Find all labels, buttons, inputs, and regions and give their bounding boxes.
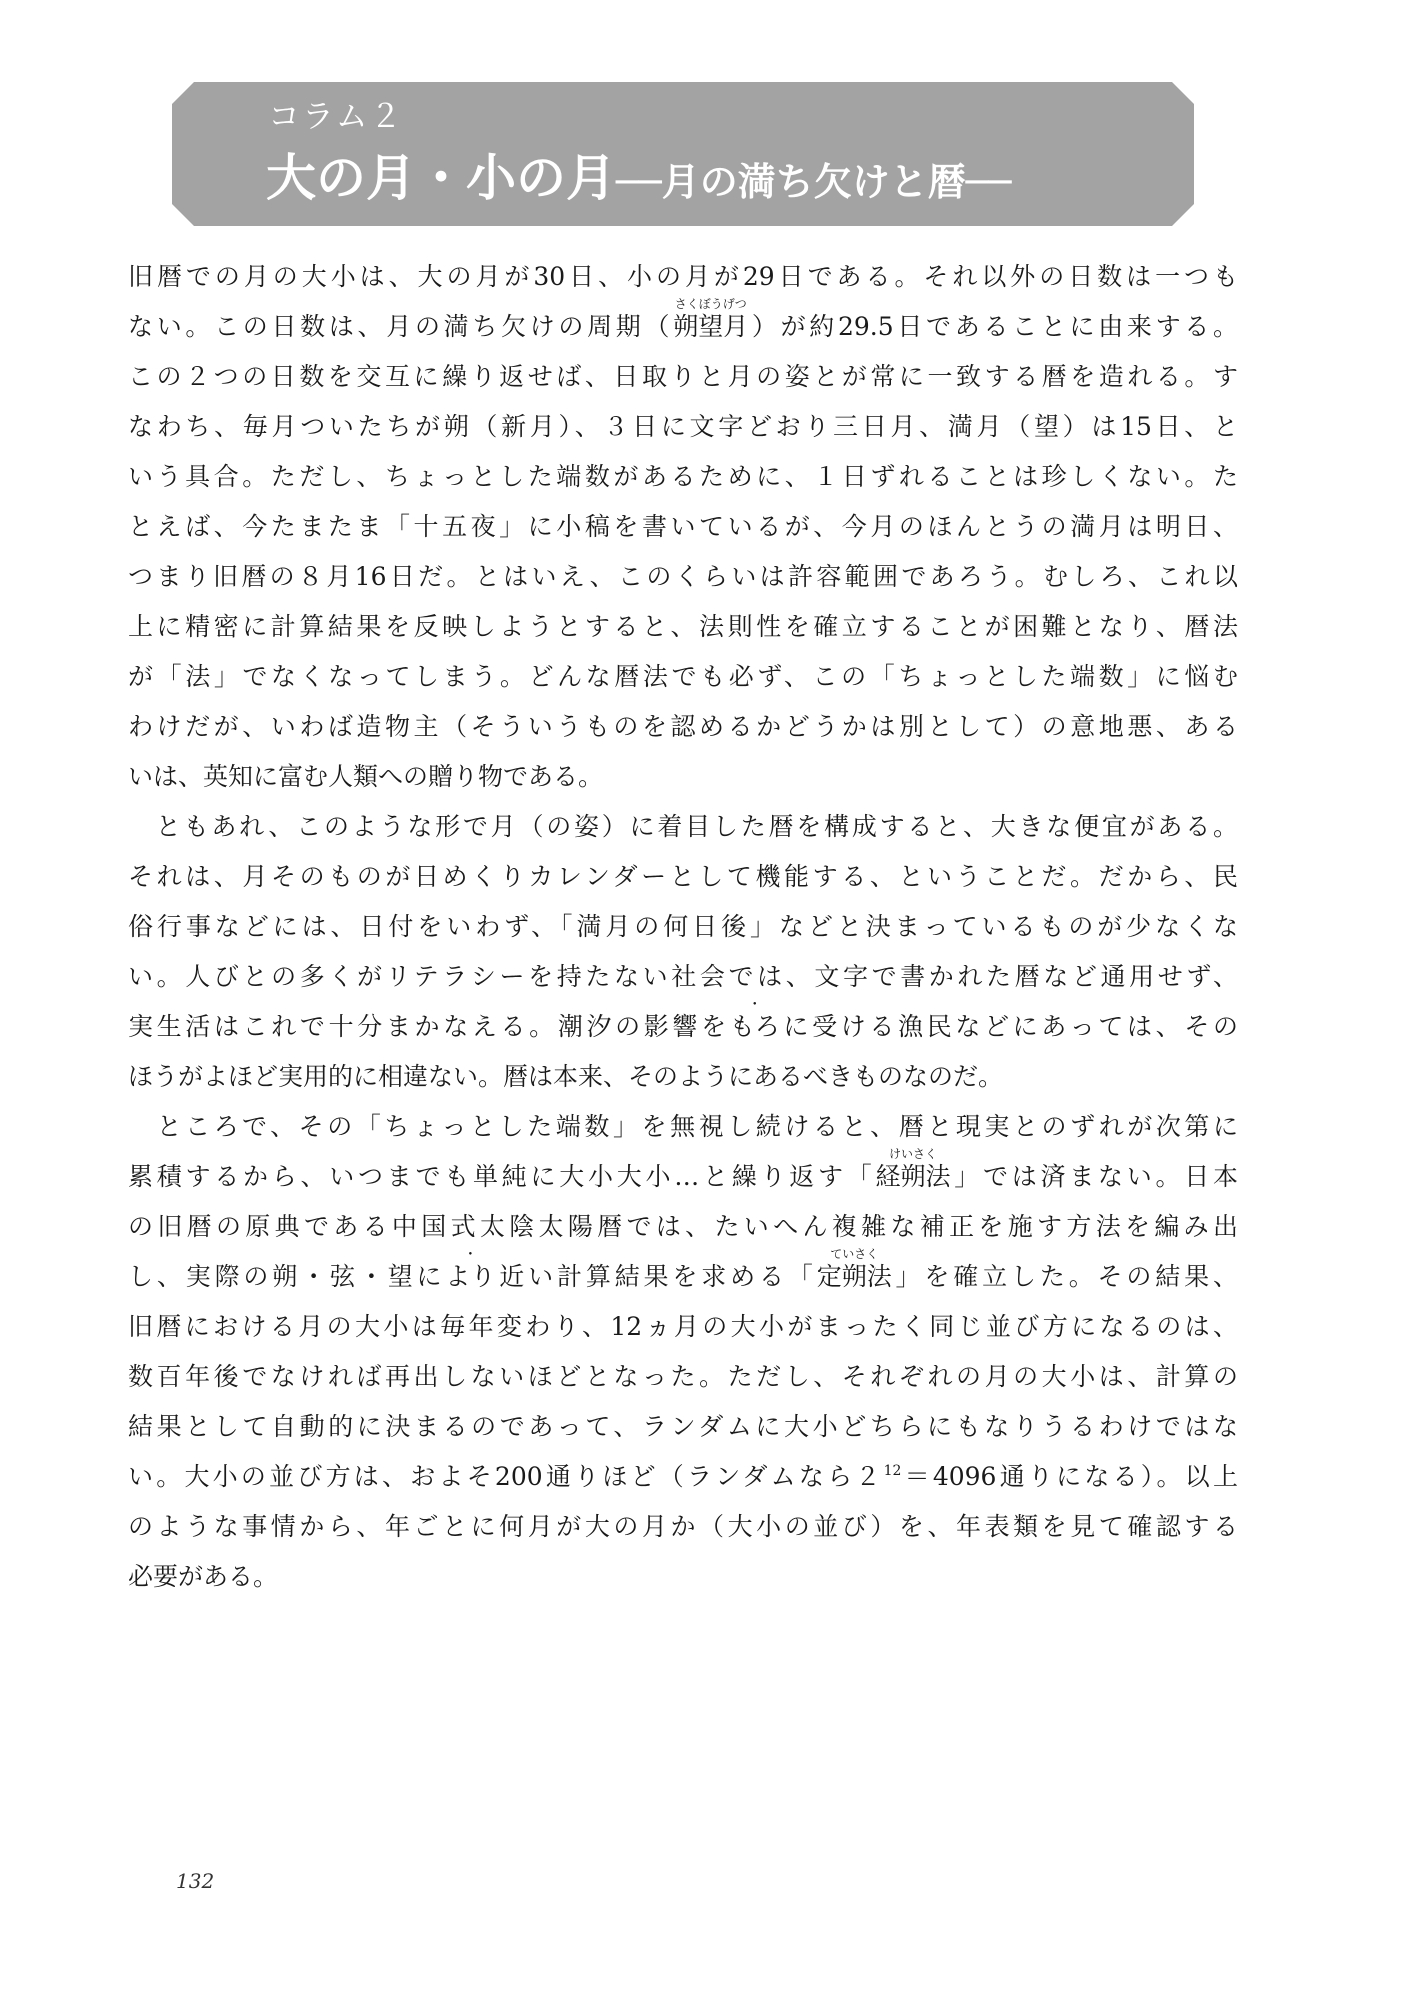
text-line xyxy=(128,1052,1238,1102)
text-line xyxy=(128,1352,1238,1402)
line-text: 結果として自動的に決まるのであって、ランダムに大小どちらにもなりうるわけではな xyxy=(128,1412,1238,1441)
line-text: の旧暦の原典である中国式太陰太陽暦では、たいへん複雑な補正を施す方法を編み出 xyxy=(128,1212,1238,1241)
text-line xyxy=(128,752,1238,802)
text-line xyxy=(128,1102,1238,1152)
line-text: 旧暦での月の大小は、大の月が30日、小の月が29日である。それ以外の日数は一つも xyxy=(128,262,1238,291)
line-text: ）が約29.5日であることに由来する。 xyxy=(748,312,1238,341)
line-text: 上に精密に計算結果を反映しようとすると、法則性を確立することが困難となり、暦法 xyxy=(128,612,1238,641)
line-text: この２つの日数を交互に繰り返せば、日取りと月の姿とが常に一致する暦を造れる。す xyxy=(128,362,1238,391)
ruby-base: 経朔法 xyxy=(875,1162,951,1191)
text-line xyxy=(128,1147,1238,1202)
line-text: い。大小の並び方は、およそ200通りほど（ランダムなら２ xyxy=(128,1462,884,1491)
text-line xyxy=(128,1302,1238,1352)
column-title xyxy=(266,146,1012,222)
line-text: に受ける漁民などにあっては、その xyxy=(779,1012,1238,1041)
text-line xyxy=(128,802,1238,852)
text-line xyxy=(128,1502,1238,1552)
line-text: ほうがよほど実用的に相違ない。暦は本来、そのようにあるべきものなのだ。 xyxy=(128,1062,1004,1091)
line-text: それは、月そのものが日めくりカレンダーとして機能する、ということだ。だから、民 xyxy=(128,862,1238,891)
line-text: いは、英知に富む人類への贈り物である。 xyxy=(128,762,604,791)
line-text: ところで、その「ちょっとした端数」を無視し続けると、暦と現実とのずれが次第に xyxy=(128,1112,1238,1141)
page-number: 132 xyxy=(176,1869,215,1893)
line-text: ともあれ、このような形で月（の姿）に着目した暦を構成すると、大きな便宜がある。 xyxy=(128,812,1238,841)
text-line xyxy=(128,1552,1238,1602)
line-text: のような事情から、年ごとに何月が大の月か（大小の並び）を、年表類を見て確認する xyxy=(128,1512,1238,1541)
body-text xyxy=(128,252,1238,1602)
line-text: 」を確立した。その結果、 xyxy=(891,1262,1238,1291)
text-line xyxy=(128,502,1238,552)
line-text: 旧暦における月の大小は毎年変わり、12ヵ月の大小がまったく同じ並び方になるのは、 xyxy=(128,1312,1238,1341)
text-line xyxy=(128,902,1238,952)
line-text: 近い計算結果を求める「 xyxy=(495,1262,817,1291)
line-text: とえば、今たまたま「十五夜」に小稿を書いているが、今月のほんとうの満月は明日、 xyxy=(128,512,1238,541)
emphasis-dots: ・ もろ xyxy=(730,1002,780,1052)
text-line xyxy=(128,1402,1238,1452)
line-text: いう具合。ただし、ちょっとした端数があるために、１日ずれることは珍しくない。た xyxy=(128,462,1238,491)
text-line xyxy=(128,1202,1238,1252)
line-text: ＝4096通りになる）。以上 xyxy=(901,1462,1238,1491)
line-text: 累積するから、いつまでも単純に大小大小…と繰り返す「 xyxy=(128,1162,876,1191)
ruby-term xyxy=(673,297,749,352)
superscript: 12 xyxy=(883,1463,902,1479)
text-line xyxy=(128,1452,1238,1502)
ruby-base: 定朔法 xyxy=(816,1262,892,1291)
line-text: 俗行事などには、日付をいわず、「満月の何日後」などと決まっているものが少なくな xyxy=(128,912,1238,941)
ruby-annotation: けいさく xyxy=(888,1147,937,1161)
line-text: つまり旧暦の８月16日だ。とはいえ、このくらいは許容範囲であろう。むしろ、これ以 xyxy=(128,562,1238,591)
text-line xyxy=(128,702,1238,752)
emphasis-dots: ・ より xyxy=(445,1252,495,1302)
column-label: コラム２ xyxy=(268,97,404,135)
text-line xyxy=(128,402,1238,452)
line-text: 実生活はこれで十分まかなえる。潮汐の影響を xyxy=(128,1012,730,1041)
line-text: なわち、毎月ついたちが朔（新月）、３日に文字どおり三日月、満月（望）は15日、と xyxy=(128,412,1238,441)
line-text: 」では済まない。日本 xyxy=(950,1162,1238,1191)
text-line xyxy=(128,602,1238,652)
line-text: 数百年後でなければ再出しないほどとなった。ただし、それぞれの月の大小は、計算の xyxy=(128,1362,1238,1391)
text-line xyxy=(128,252,1238,302)
line-text: 必要がある。 xyxy=(128,1562,279,1591)
text-line xyxy=(128,952,1238,1002)
text-line xyxy=(128,1247,1238,1302)
text-line xyxy=(128,852,1238,902)
line-text: が「法」でなくなってしまう。どんな暦法でも必ず、この「ちょっとした端数」に悩む xyxy=(128,662,1238,691)
text-line xyxy=(128,552,1238,602)
column-title-subtitle: ──月の満ち欠けと暦── xyxy=(616,160,1012,204)
text-line xyxy=(128,652,1238,702)
line-text: し、実際の朔・弦・望に xyxy=(128,1262,446,1291)
ruby-annotation: ていさく xyxy=(830,1247,879,1261)
line-text: わけだが、いわば造物主（そういうものを認めるかどうかは別として）の意地悪、ある xyxy=(128,712,1238,741)
ruby-base: 朔望月 xyxy=(673,312,749,341)
column-title-main: 大の月・小の月 xyxy=(266,149,616,207)
text-line xyxy=(128,352,1238,402)
ruby-term xyxy=(875,1147,951,1202)
text-line xyxy=(128,452,1238,502)
ruby-annotation: さくぼうげつ xyxy=(674,297,747,311)
text-line xyxy=(128,1002,1238,1052)
ruby-term xyxy=(816,1247,892,1302)
line-text: ない。この日数は、月の満ち欠けの周期（ xyxy=(128,312,674,341)
line-text: い。人びとの多くがリテラシーを持たない社会では、文字で書かれた暦など通用せず、 xyxy=(128,962,1238,991)
text-line xyxy=(128,297,1238,352)
